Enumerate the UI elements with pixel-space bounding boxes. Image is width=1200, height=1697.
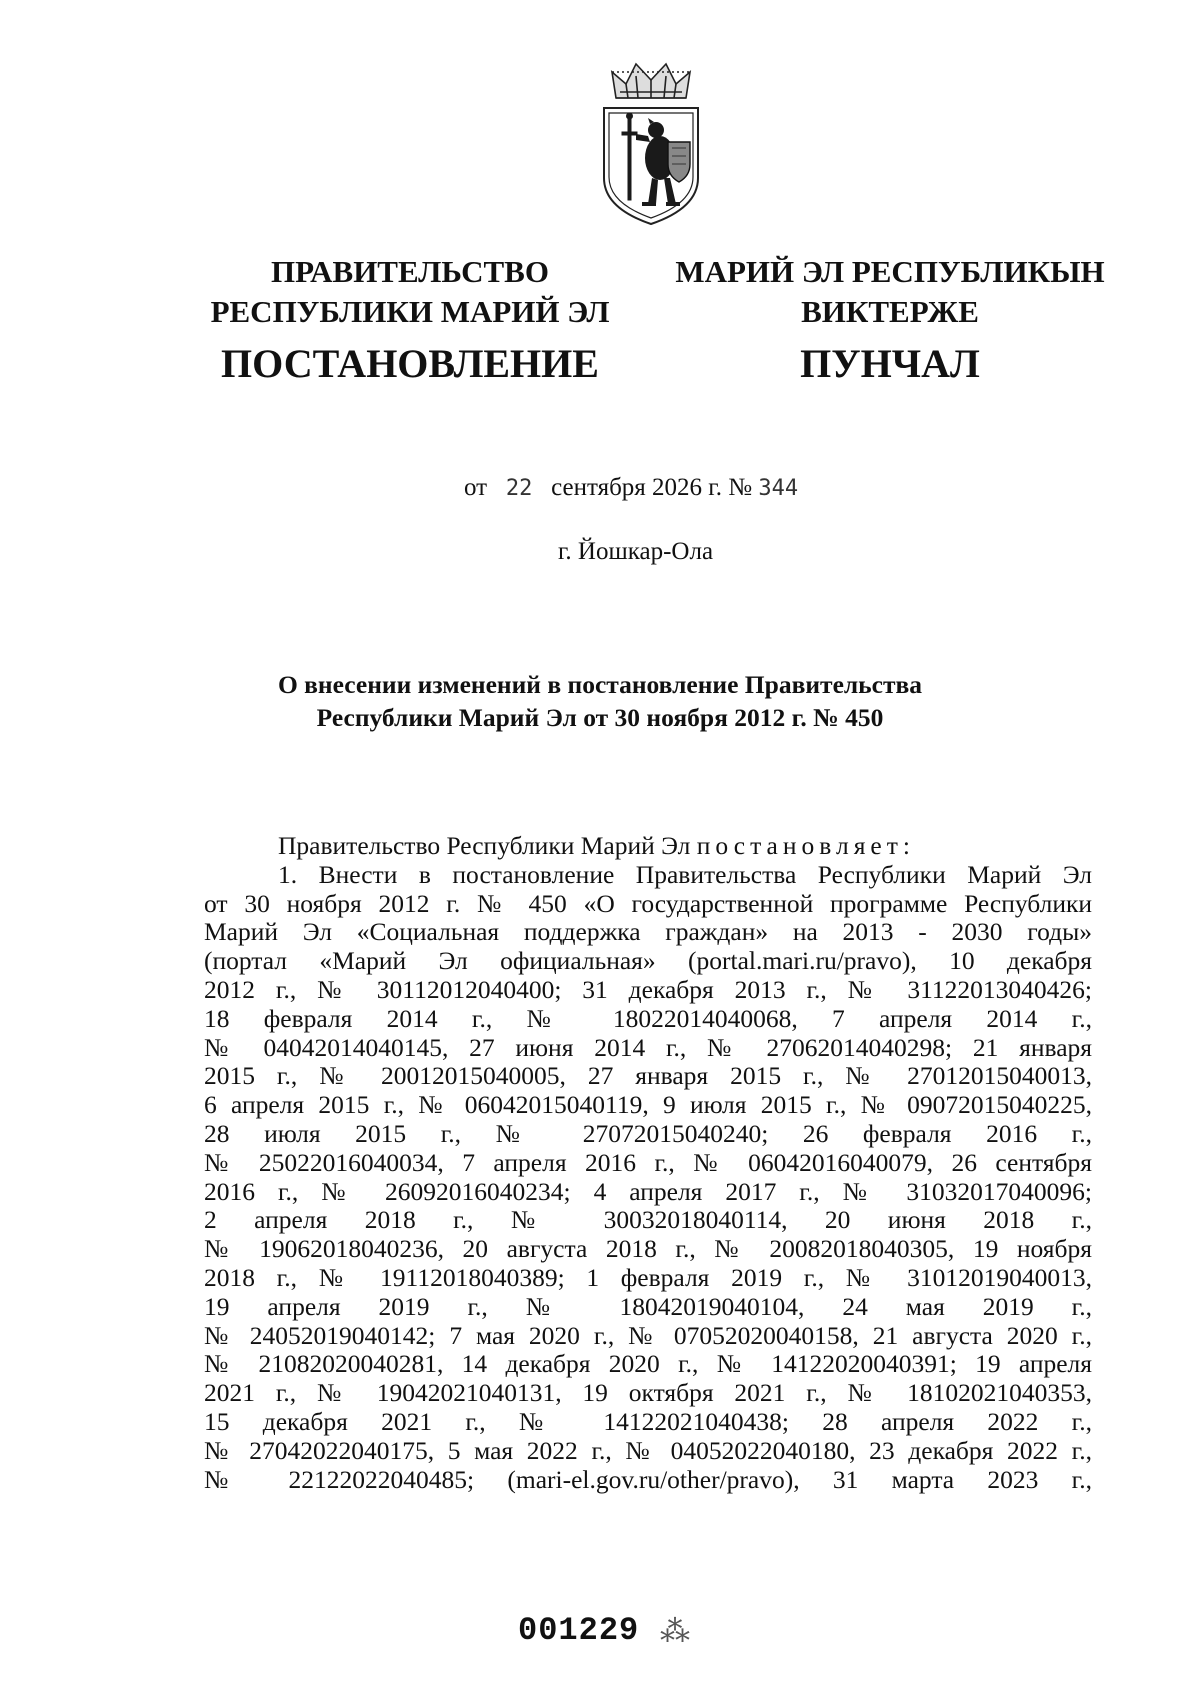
body-line: 2016 г., № 26092016040234; 4 апреля 2017 г., № 31032017040096; <box>204 1176 1092 1206</box>
document-number: 344 <box>758 476 799 501</box>
body-line: 2018 г., № 19112018040389; 1 февраля 2019 г., № 31012019040013, <box>204 1262 1092 1292</box>
city: г. Йошкар-Ола <box>558 538 714 565</box>
small-shield-icon <box>668 142 690 182</box>
preamble: Правительство Республики Марий Эл постановляет: <box>278 831 915 860</box>
body-line: 2012 г., № 30112012040400; 31 декабря 2013 г., № 31122013040426; <box>204 974 1092 1004</box>
asterisk-mark-icon: ⁂ <box>660 1615 690 1648</box>
body-line: 28 июля 2015 г., № 27072015040240; 26 февраля 2016 г., <box>204 1118 1092 1148</box>
title-line1: О внесении изменений в постановление Правительства <box>277 670 923 699</box>
coat-of-arms-emblem <box>598 58 704 228</box>
body-line: 2021 г., № 19042021040131, 19 октября 2021 г., № 18102021040353, <box>204 1378 1092 1408</box>
crown-icon <box>612 64 690 98</box>
doc-type-left: ПОСТАНОВЛЕНИЕ <box>221 341 599 386</box>
header-left-line1: ПРАВИТЕЛЬСТВО <box>271 254 549 289</box>
date-line <box>464 474 798 502</box>
body-line: 18 февраля 2014 г., № 18022014040068, 7 апреля 2014 г., <box>204 1003 1092 1033</box>
body-line: от 30 ноября 2012 г. № 450 «О государственной программе Республики <box>204 888 1092 918</box>
body-line: 2015 г., № 20012015040005, 27 января 2015 г., № 27012015040013, <box>204 1061 1092 1091</box>
body-line: № 27042022040175, 5 мая 2022 г., № 04052022040180, 23 декабря 2022 г., <box>204 1435 1092 1465</box>
title-line2: Республики Марий Эл от 30 ноября 2012 г. № 450 <box>316 703 884 732</box>
body-line: 15 декабря 2021 г., № 14122021040438; 28 апреля 2022 г., <box>204 1406 1092 1436</box>
date-prefix: от <box>464 474 488 501</box>
serial-number: 001229 <box>518 1612 640 1649</box>
body-line: 1. Внести в постановление Правительства Республики Марий Эл <box>278 859 1092 889</box>
body-line: № 22122022040485; (mari-el.gov.ru/other/pravo), 31 марта 2023 г., <box>204 1464 1092 1494</box>
body-line: (портал «Марий Эл официальная» (portal.mari.ru/pravo), 10 декабря <box>204 946 1092 976</box>
date-month-year: сентября 2026 г. № <box>551 474 753 501</box>
body-line: № 19062018040236, 20 августа 2018 г., № 20082018040305, 19 ноября <box>204 1234 1092 1264</box>
header-right-line1: МАРИЙ ЭЛ РЕСПУБЛИКЫН <box>675 254 1105 289</box>
header-right-line2: ВИКТЕРЖЕ <box>801 294 979 329</box>
body-line: Марий Эл «Социальная поддержка граждан» на 2013 - 2030 годы» <box>204 917 1092 947</box>
header-right <box>660 252 1120 332</box>
body-line: 6 апреля 2015 г., № 06042015040119, 9 июля 2015 г., № 09072015040225, <box>204 1090 1092 1120</box>
header-left <box>190 252 630 332</box>
date-day: 22 <box>505 476 533 501</box>
header-left-line2: РЕСПУБЛИКИ МАРИЙ ЭЛ <box>210 294 610 329</box>
body-line: № 25022016040034, 7 апреля 2016 г., № 06042016040079, 26 сентября <box>204 1147 1092 1177</box>
body-line: № 24052019040142; 7 мая 2020 г., № 07052020040158, 21 августа 2020 г., <box>204 1320 1092 1350</box>
doc-type-right: ПУНЧАЛ <box>800 341 980 386</box>
body-line: № 21082020040281, 14 декабря 2020 г., № 14122020040391; 19 апреля <box>204 1349 1092 1379</box>
document-body <box>204 832 1092 1494</box>
body-line: 19 апреля 2019 г., № 18042019040104, 24 мая 2019 г., <box>204 1291 1092 1321</box>
body-line: № 04042014040145, 27 июня 2014 г., № 27062014040298; 21 января <box>204 1032 1092 1062</box>
preamble-verb: постановляет: <box>696 831 915 860</box>
document-title <box>220 668 980 734</box>
body-line: 2 апреля 2018 г., № 30032018040114, 20 июня 2018 г., <box>204 1205 1092 1235</box>
